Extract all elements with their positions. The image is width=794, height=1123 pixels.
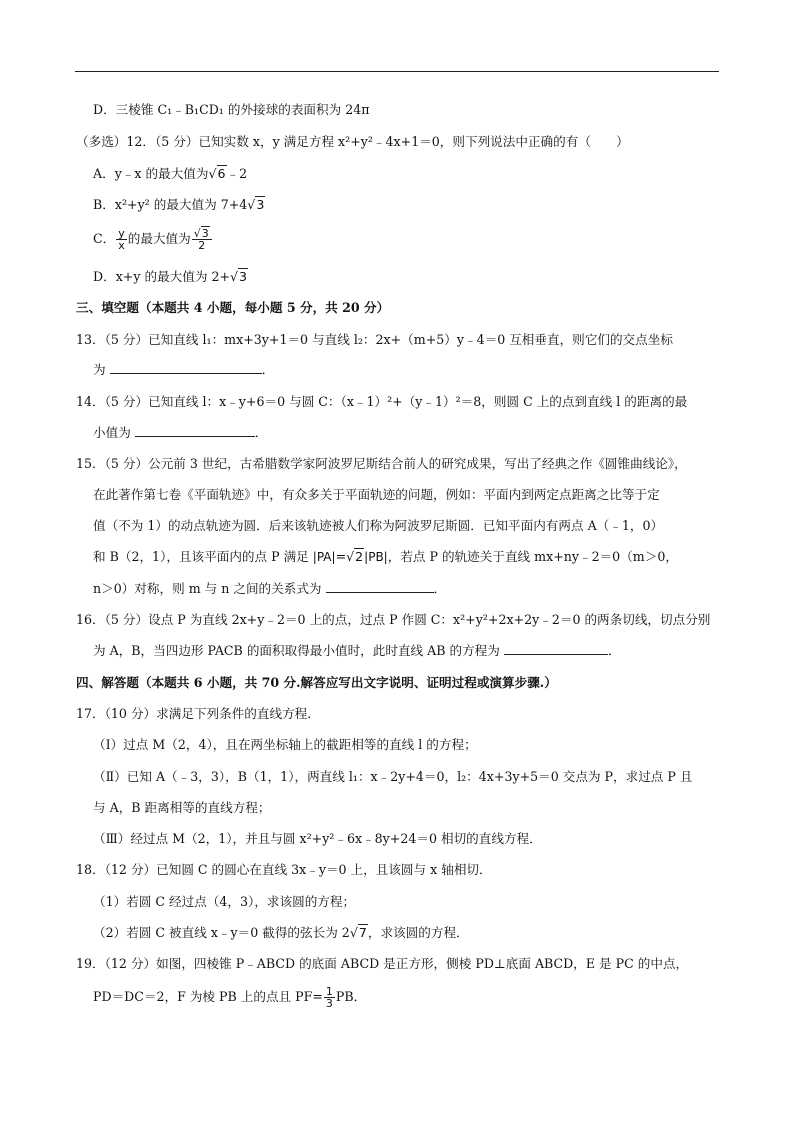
q17-part2b: 与 A，B 距离相等的直线方程； (93, 800, 271, 815)
fraction-one-third: $\frac{1}{3}$ (325, 985, 333, 1010)
q17-part2a: （Ⅱ）已知 A（﹣3，3），B（1，1），两直线 l₁：x﹣2y+4＝0，l₂：4x+3y+5＝0 交点为 P，求过点 P 且 (93, 769, 693, 784)
q18-part2: （2）若圆 C 被直线 x﹣y＝0 截得的弦长为 2√7，求该圆的方程． (93, 925, 469, 940)
q19-line1: 19．（12 分）如图，四棱锥 P﹣ABCD 的底面 ABCD 是正方形，侧棱 PD⊥底面 ABCD，E 是 PC 的中点， (76, 956, 689, 971)
q15-line2: 在此著作第七卷《平面轨迹》中，有众多关于平面轨迹的问题，例如：平面内到两定点距离之比等于定 (93, 487, 660, 502)
section4-heading: 四、解答题（本题共 6 小题，共 70 分.解答应写出文字说明、证明过程或演算步骤.） (76, 675, 557, 690)
q15-line3: 值（不为 1）的动点轨迹为圆．后来该轨迹被人们称为阿波罗尼斯圆．已知平面内有两点 A（﹣1，0） (93, 518, 664, 533)
fraction-sqrt3-over-2: $\frac{√3}{2}$ (192, 228, 212, 251)
q13-line1: 13．（5 分）已知直线 l₁：mx+3y+1＝0 与直线 l₂：2x+（m+5）y﹣4＝0 互相垂直，则它们的交点坐标 (76, 332, 673, 347)
q16-line2: 为 A，B，当四边形 PACB 的面积取得最小值时，此时直线 AB 的方程为 ． (93, 643, 621, 658)
q12-option-d: D．x+y 的最大值为 2+√3 (93, 269, 248, 284)
sqrt-symbol: √3 (247, 197, 265, 212)
q18-stem: 18．（12 分）已知圆 C 的圆心在直线 3x﹣y＝0 上，且该圆与 x 轴相切． (76, 862, 492, 877)
q14-line2: 小值为 ． (93, 425, 268, 440)
sqrt-symbol: √6 (208, 166, 226, 181)
q12-option-a: A．y﹣x 的最大值为√6﹣2 (93, 166, 248, 181)
q15-line1: 15．（5 分）公元前 3 世纪，古希腊数学家阿波罗尼斯结合前人的研究成果，写出了经典之作《圆锥曲线论》， (76, 456, 687, 471)
q15-line4: 和 B（2，1），且该平面内的点 P 满足 |PA|=√2|PB|，若点 P 的轨迹关于直线 mx+ny﹣2＝0（m＞0， (93, 549, 678, 564)
q17-stem: 17．（10 分）求满足下列条件的直线方程． (76, 706, 320, 721)
q13-line2: 为 ． (93, 362, 275, 377)
section3-heading: 三、填空题（本题共 4 小题，每小题 5 分，共 20 分） (76, 300, 390, 315)
q16-line1: 16．（5 分）设点 P 为直线 2x+y﹣2＝0 上的点，过点 P 作圆 C：x²+y²+2x+2y﹣2＝0 的两条切线，切点分别 (76, 612, 711, 627)
answer-blank (326, 581, 434, 593)
option-d-prev: D．三棱锥 C₁﹣B₁CD₁ 的外接球的表面积为 24π (93, 102, 370, 117)
header-rule (75, 71, 719, 72)
q15-line5: n＞0）对称，则 m 与 n 之间的关系式为 ． (93, 581, 447, 596)
answer-blank (135, 425, 255, 437)
q12-option-c: C． $\frac{y}{x}$ 的最大值为 $\frac{√3}{2}$ (93, 226, 213, 252)
q18-part1: （1）若圆 C 经过点（4，3），求该圆的方程； (93, 894, 356, 909)
sqrt-symbol: √3 (230, 269, 248, 284)
q19-line2: PD＝DC＝2，F 为棱 PB 上的点且 PF= $\frac{1}{3}$ PB． (93, 985, 367, 1010)
q12-option-b: B．x²+y² 的最大值为 7+4√3 (93, 197, 265, 212)
answer-blank (110, 362, 262, 374)
q12-stem: （多选）12．（5 分）已知实数 x，y 满足方程 x²+y²﹣4x+1＝0，则下列说法中正确的有（ ） (76, 134, 629, 149)
q14-line1: 14．（5 分）已知直线 l：x﹣y+6＝0 与圆 C：（x﹣1）²+（y﹣1）²＝8，则圆 C 上的点到直线 l 的距离的最 (76, 394, 688, 409)
q17-part1: （Ⅰ）过点 M（2，4），且在两坐标轴上的截距相等的直线 l 的方程； (93, 737, 477, 752)
fraction-y-over-x: $\frac{y}{x}$ (118, 227, 125, 252)
q17-part3: （Ⅲ）经过点 M（2，1），并且与圆 x²+y²﹣6x﹣8y+24＝0 相切的直线方程． (93, 831, 542, 846)
answer-blank (504, 643, 608, 655)
